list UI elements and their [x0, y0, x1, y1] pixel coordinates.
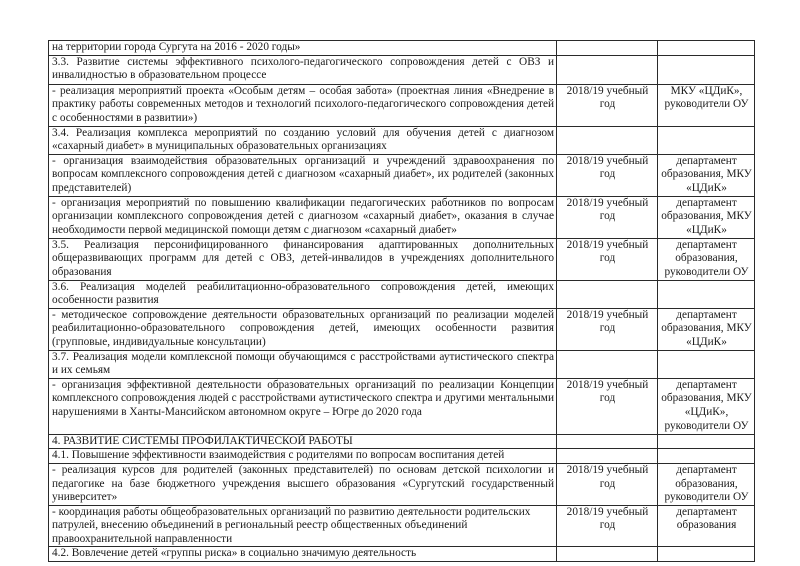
table-row [49, 505, 755, 547]
responsible-cell [658, 434, 755, 449]
period-cell: 2018/19 учебный год [557, 378, 658, 434]
table-row [49, 547, 755, 562]
table-row [49, 41, 755, 56]
period-cell [557, 434, 658, 449]
period-cell [557, 449, 658, 464]
table-row [49, 350, 755, 378]
responsible-cell: департамент образования, руководители ОУ [658, 238, 755, 280]
activity-cell: - координация работы общеобразовательных организаций по развитию деятельности родительских патрулей, внесению объединений в региональный реестр общественных объединений правоохранительной направленности [49, 505, 557, 547]
responsible-cell [658, 449, 755, 464]
table-row [49, 378, 755, 434]
responsible-cell [658, 55, 755, 84]
activity-cell: 4.1. Повышение эффективности взаимодействия с родителями по вопросам воспитания детей [49, 449, 557, 464]
responsible-cell [658, 41, 755, 56]
period-cell: 2018/19 учебный год [557, 463, 658, 505]
activity-cell: - реализация курсов для родителей (законных представителей) по основам детской психологии и педагогике на базе бюджетного учреждения высшего образования «Сургутский государственный университет» [49, 463, 557, 505]
table-row [49, 84, 755, 126]
responsible-cell: департамент образования, МКУ «ЦДиК» [658, 154, 755, 196]
activity-cell: 3.3. Развитие системы эффективного психолого-педагогического сопровождения детей с ОВЗ и инвалидностью в образовательном процессе [49, 55, 557, 84]
activity-cell: 3.5. Реализация персонифицированного финансирования адаптированных дополнительных общеразвивающих программ для детей с ОВЗ, детей-инвалидов в учреждениях дополнительного образования [49, 238, 557, 280]
responsible-cell: департамент образования [658, 505, 755, 547]
activity-cell: - методическое сопровождение деятельности образовательных организаций по реализации моделей реабилитационно-образовательного сопровождения детей, имеющих особенности развития (групповые, индивидуальные консультации) [49, 308, 557, 350]
section-heading-cell: 4. РАЗВИТИЕ СИСТЕМЫ ПРОФИЛАКТИЧЕСКОЙ РАБОТЫ [49, 434, 557, 449]
table-row [49, 55, 755, 84]
plan-table [48, 40, 755, 562]
responsible-cell: департамент образования, руководители ОУ [658, 463, 755, 505]
responsible-cell [658, 126, 755, 154]
activity-cell: - организация мероприятий по повышению квалификации педагогических работников по вопросам организации комплексного сопровождения детей с диагнозом «сахарный диабет», оказания в случае необходимости первой медицинской помощи детям с диагнозом «сахарный диабет» [49, 196, 557, 238]
period-cell [557, 126, 658, 154]
table-row [49, 154, 755, 196]
table-row [49, 196, 755, 238]
responsible-cell [658, 280, 755, 308]
table-row [49, 449, 755, 464]
activity-cell: 3.7. Реализация модели комплексной помощи обучающимся с расстройствами аутистического спектра и их семьям [49, 350, 557, 378]
activity-cell: 3.4. Реализация комплекса мероприятий по созданию условий для обучения детей с диагнозом «сахарный диабет» в муниципальных образовательных организациях [49, 126, 557, 154]
table-row [49, 280, 755, 308]
period-cell [557, 350, 658, 378]
period-cell [557, 280, 658, 308]
activity-cell: 3.6. Реализация моделей реабилитационно-образовательного сопровождения детей, имеющих особенности развития [49, 280, 557, 308]
responsible-cell: департамент образования, МКУ «ЦДиК» [658, 308, 755, 350]
period-cell: 2018/19 учебный год [557, 196, 658, 238]
responsible-cell: департамент образования, МКУ «ЦДиК», руководители ОУ [658, 378, 755, 434]
table-row [49, 434, 755, 449]
activity-cell: - организация взаимодействия образовательных организаций и учреждений здравоохранения по вопросам комплексного сопровождения детей с диагнозом «сахарный диабет», их родителей (законных представителей) [49, 154, 557, 196]
period-cell [557, 547, 658, 562]
period-cell [557, 41, 658, 56]
table-row [49, 308, 755, 350]
period-cell: 2018/19 учебный год [557, 84, 658, 126]
responsible-cell [658, 350, 755, 378]
table-row [49, 238, 755, 280]
table-row [49, 126, 755, 154]
activity-cell: на территории города Сургута на 2016 - 2020 годы» [49, 41, 557, 56]
period-cell: 2018/19 учебный год [557, 154, 658, 196]
period-cell: 2018/19 учебный год [557, 308, 658, 350]
table-row [49, 463, 755, 505]
activity-cell: 4.2. Вовлечение детей «группы риска» в социально значимую деятельность [49, 547, 557, 562]
period-cell: 2018/19 учебный год [557, 505, 658, 547]
activity-cell: - организация эффективной деятельности образовательных организаций по реализации Концепции комплексного сопровождения людей с расстройствами аутистического спектра и другими ментальными нарушениями в Ханты-Мансийском автономном округе – Югре до 2020 года [49, 378, 557, 434]
responsible-cell: МКУ «ЦДиК», руководители ОУ [658, 84, 755, 126]
period-cell: 2018/19 учебный год [557, 238, 658, 280]
activity-cell: - реализация мероприятий проекта «Особым детям – особая забота» (проектная линия «Внедрение в практику работы современных методов и технологий психолого-педагогического сопровождения детей с особенностями в развитии») [49, 84, 557, 126]
period-cell [557, 55, 658, 84]
responsible-cell [658, 547, 755, 562]
responsible-cell: департамент образования, МКУ «ЦДиК» [658, 196, 755, 238]
